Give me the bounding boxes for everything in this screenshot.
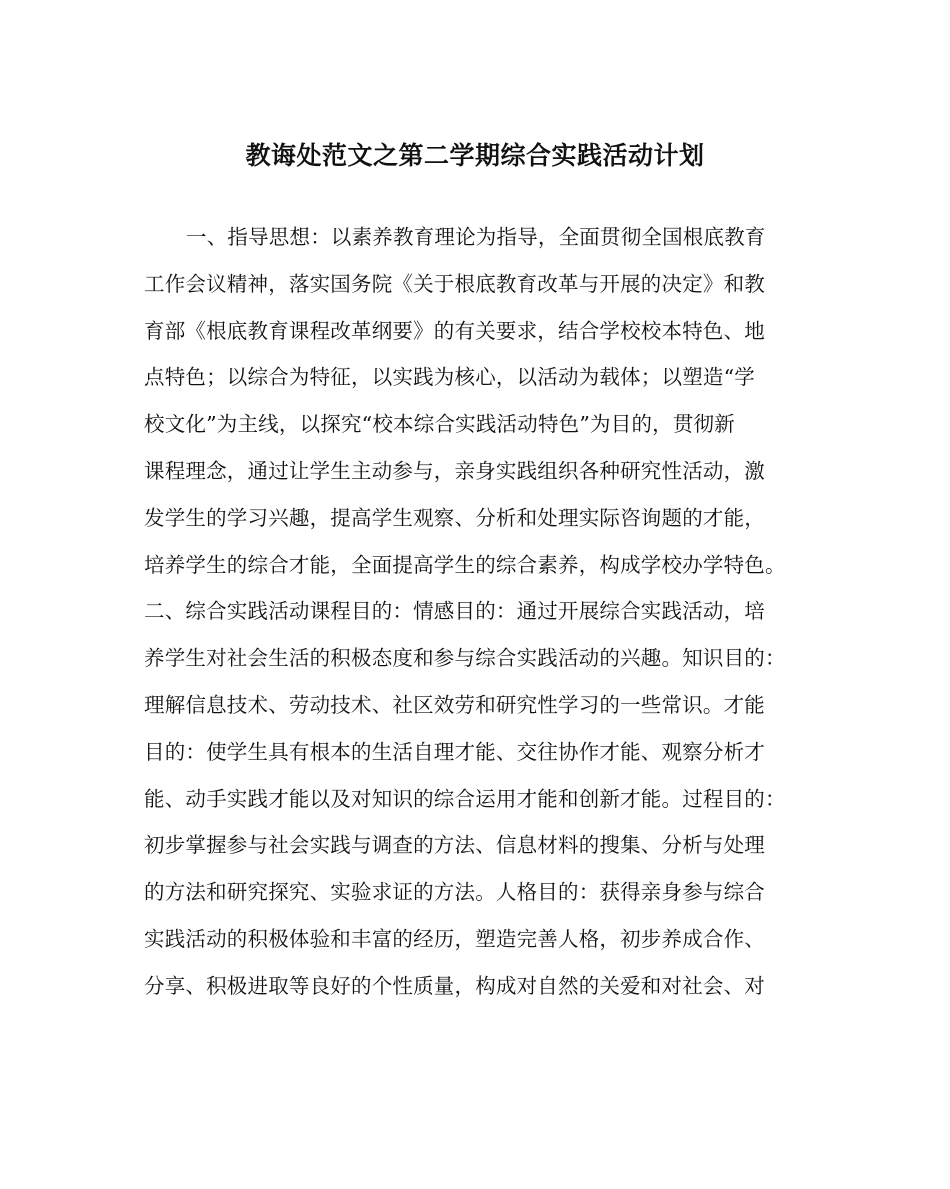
body-line: 育部《根底教育课程改革纲要》的有关要求，结合学校校本特色、地 [144, 318, 765, 343]
body-line: 一、指导思想：以素养教育理论为指导，全面贯彻全国根底教育 [186, 225, 766, 249]
body-line: 培养学生的综合才能，全面提高学生的综合素养，构成学校办学特色。 [144, 552, 786, 577]
document-title: 教诲处范文之第二学期综合实践活动计划 [245, 141, 705, 170]
body-line: 养学生对社会生活的积极态度和参与综合实践活动的兴趣。知识目的： [144, 646, 786, 671]
body-line: 二、综合实践活动课程目的：情感目的：通过开展综合实践活动，培 [144, 599, 765, 624]
body-line: 能、动手实践才能以及对知识的综合运用才能和创新才能。过程目的： [144, 786, 786, 811]
body-line: 实践活动的积极体验和丰富的经历，塑造完善人格，初步养成合作、 [144, 926, 765, 951]
body-line: 工作会议精神，落实国务院《关于根底教育改革与开展的决定》和教 [144, 271, 765, 296]
body-line: 发学生的学习兴趣，提高学生观察、分析和处理实际咨询题的才能， [144, 505, 765, 530]
body-line: 的方法和研究探究、实验求证的方法。人格目的：获得亲身参与综合 [144, 880, 765, 905]
body-line: 理解信息技术、劳动技术、社区效劳和研究性学习的一些常识。才能 [144, 692, 765, 717]
body-line: 目的：使学生具有根本的生活自理才能、交往协作才能、观察分析才 [144, 739, 765, 764]
body-line: 分享、积极进取等良好的个性质量，构成对自然的关爱和对社会、对 [144, 973, 765, 998]
body-line: 初步掌握参与社会实践与调查的方法、信息材料的搜集、分析与处理 [144, 833, 765, 858]
body-line: 校文化”为主线，以探究“校本综合实践活动特色”为目的，贯彻新 [144, 412, 735, 437]
document-body [144, 221, 824, 1017]
body-line: 点特色；以综合为特征，以实践为核心，以活动为载体；以塑造“学 [144, 365, 755, 390]
body-line: 课程理念，通过让学生主动参与，亲身实践组织各种研究性活动，激 [144, 458, 765, 483]
